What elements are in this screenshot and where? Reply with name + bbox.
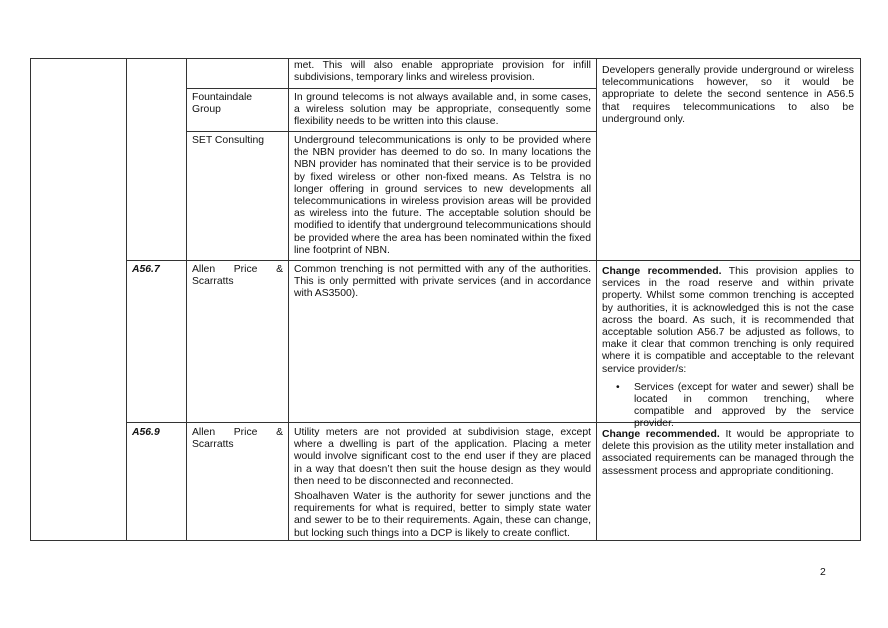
- clause-number: A56.7: [132, 264, 160, 275]
- submitter-name: SET Consulting: [192, 135, 265, 146]
- submitter-label: Allen Price & Scarratts: [192, 427, 283, 451]
- response-paragraph: [602, 429, 854, 478]
- clause-number: A56.9: [132, 427, 160, 438]
- submission-text: [294, 264, 591, 301]
- row-divider: [186, 88, 596, 89]
- submission-text: [294, 135, 591, 257]
- response-paragraph: Developers generally provide underground or wireless telecommunications however, so it would be appropriate to delete the second sentence in A56.5 that requires telecommunications to also be underground only.: [602, 65, 854, 125]
- row-divider-bottom: [30, 540, 861, 541]
- submission-continued: met. This will also enable appropriate provision for infill subdivisions, temporary links and wireless provision.: [294, 60, 591, 84]
- submitter-name: Fountaindale Group: [192, 92, 253, 116]
- response-paragraph: [602, 266, 854, 376]
- response-body: It would be appropriate to delete this provision as the utility meter installation and associated requirements can be managed through the assessment process and appropriate conditioning.: [602, 429, 854, 477]
- submission-paragraph: Shoalhaven Water is the authority for sewer junctions and the requirements for what is required, better to simply state water and sewer to be to their requirements. Again, these can change, but locking such things into a DCP is likely to create conflict.: [294, 491, 591, 539]
- page-number: 2: [820, 567, 826, 578]
- submitter-name: [192, 264, 283, 288]
- col-divider: [126, 58, 127, 541]
- submitter-label: Allen Price & Scarratts: [192, 264, 283, 288]
- col-divider: [186, 58, 187, 541]
- submission-paragraph: In ground telecoms is not always available and, in some cases, a wireless solution may be appropriate, consequently some flexibility needs to be written into this clause.: [294, 92, 591, 128]
- response-label: Change recommended.: [602, 429, 720, 440]
- submission-text: [294, 92, 591, 129]
- submission-paragraph: Common trenching is not permitted with any of the authorities. This is only permitted with private services (and in accordance with AS3500).: [294, 264, 591, 300]
- bullet-icon: •: [616, 381, 620, 393]
- submission-text: [294, 427, 591, 540]
- col-divider: [860, 58, 861, 541]
- submission-paragraph: Utility meters are not provided at subdivision stage, except where a dwelling is part of the application. Placing a meter would involve significant cost to the end user if they are placed in a way that doesn’t then suit the house design as they would then need to be disconnected and reconnected.: [294, 427, 591, 487]
- response-body: This provision applies to services in the road reserve and within private property. Whilst some common trenching is accepted by authorities, it is acknowledged this is not the case across the board. As such, it is recommended that acceptable solution A56.7 be adjusted as follows, to make it clear that common trenching is only required where it is compatible and acceptable to the relevant service provider/s:: [602, 266, 855, 375]
- col-divider: [596, 58, 597, 541]
- col-divider: [288, 58, 289, 541]
- bullet-item: [602, 382, 854, 431]
- response-label: Change recommended.: [602, 266, 722, 277]
- row-divider: [126, 260, 861, 261]
- submission-text: [294, 60, 591, 84]
- response-text: [602, 266, 854, 431]
- col-divider: [30, 58, 31, 541]
- submission-paragraph: Underground telecommunications is only to be provided where the NBN provider has deemed to do so. In many locations the NBN provider has nominated that their service is to be provided by fixed wireless or other non-fixed means. As Telstra is no longer offering in ground services to new developments all telecommunications in wireless provision areas will be provided as wireless into the future. The acceptable solution should be modified to identify that underground telecommunications should be provided where the area has been nominated within the fixed line footprint of NBN.: [294, 135, 591, 256]
- row-divider-top: [30, 58, 861, 59]
- bullet-text: Services (except for water and sewer) shall be located in common trenching, where compatible and approved by the service provider.: [634, 381, 854, 430]
- submitter-name: [192, 427, 283, 451]
- response-text: [602, 429, 854, 478]
- response-text: [602, 65, 854, 126]
- row-divider: [186, 131, 596, 132]
